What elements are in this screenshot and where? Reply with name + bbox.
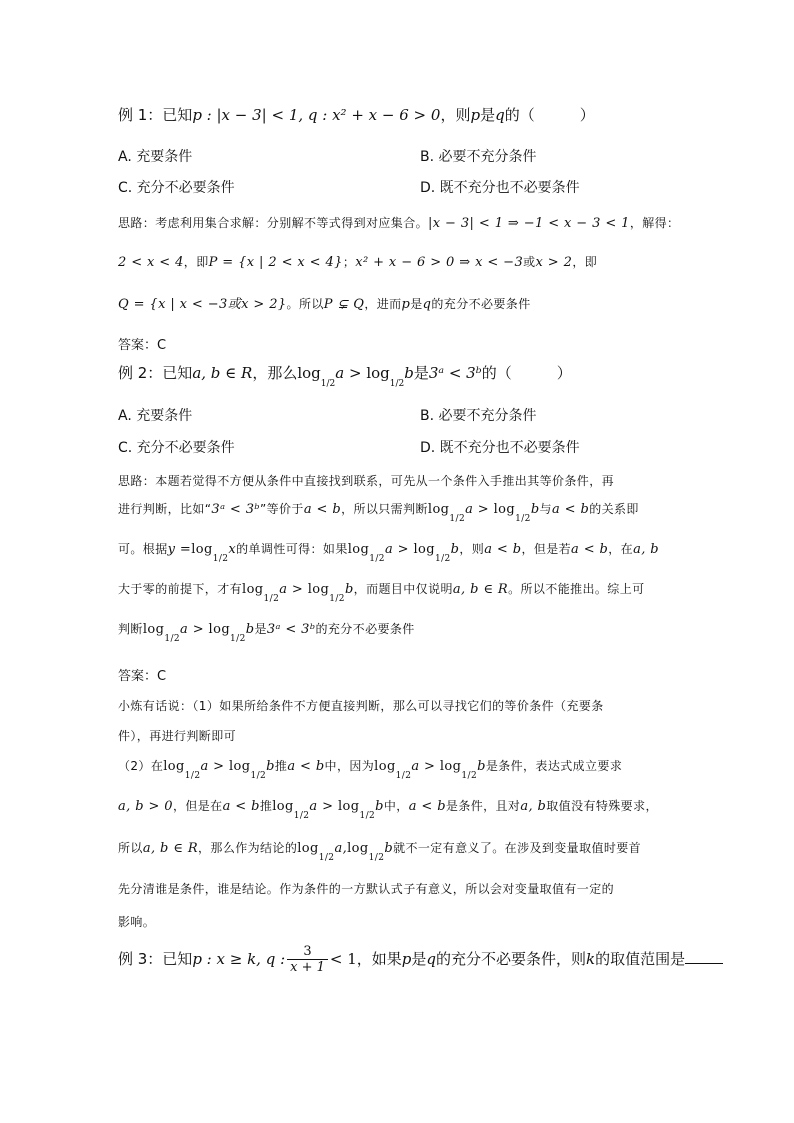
- exp-text: ，但是若: [521, 542, 572, 556]
- note-text: 取值没有特殊要求，: [546, 799, 658, 813]
- exp-text: 或: [523, 255, 536, 269]
- log-base: 1/2: [320, 379, 336, 389]
- ex1-option-a: A. 充要条件: [118, 149, 193, 165]
- ex2-math: a, b ∈ R: [192, 364, 253, 382]
- note-text: ，但是在: [172, 799, 223, 813]
- ex3-prefix: 例 3：已知: [118, 950, 193, 968]
- note-math: a, b: [520, 799, 547, 814]
- log-base: 1/2: [164, 633, 181, 644]
- exp-math: |x − 3| < 1 ⇒ −1 < x − 3 < 1: [428, 216, 630, 231]
- exp-math: 3ᵃ < 3ᵇ: [211, 502, 261, 517]
- ex1-option-c: C. 充分不必要条件: [118, 180, 235, 196]
- exp-text: 的关系即: [589, 502, 639, 516]
- exp-math: P = {x | 2 < x < 4}: [208, 255, 343, 270]
- log-base: 1/2: [449, 513, 466, 524]
- ex1-option-b: B. 必要不充分条件: [420, 149, 537, 165]
- log-base: 1/2: [389, 379, 405, 389]
- ex2-explanation-line2: 进行判断，比如“3ᵃ < 3ᵇ”等价于a < b，所以只需判断$\log_{1/2}a > \log_{1/2}b$与a < b的关系即: [118, 502, 639, 524]
- ex2-answer: 答案：C: [118, 669, 167, 684]
- exp-text: ，在: [608, 542, 634, 556]
- ex1-end: 的（ ）: [504, 106, 595, 124]
- exp-math: a, b ∈ R: [452, 582, 509, 597]
- ex3-fraction: [287, 944, 328, 975]
- note-text: 推: [274, 759, 288, 773]
- ex1-explanation-line3: [118, 293, 531, 312]
- ex3-text: 的充分不必要条件，则: [436, 950, 587, 968]
- ex2-end: 的（ ）: [481, 364, 572, 382]
- note-text: 推: [259, 799, 273, 813]
- note-line2: 件），再进行判断即可: [118, 729, 237, 743]
- log-base: 1/2: [230, 633, 246, 644]
- exp-math: a < b: [551, 502, 590, 517]
- exp-text: 可。根据: [118, 542, 168, 556]
- ex2-option-b: B. 必要不充分条件: [420, 408, 537, 424]
- note-text: 是条件，且对: [445, 799, 521, 813]
- note-text: 中，: [383, 799, 409, 813]
- exp-text: 的单调性可得：如果: [236, 542, 348, 556]
- log-base: 1/2: [318, 852, 335, 863]
- note-text: 就不一定有意义了。在涉及到变量取值时要首: [393, 841, 642, 855]
- note-text: 是条件，表达式成立要求: [485, 759, 623, 773]
- exp-math: x > 2: [535, 255, 573, 270]
- note-line4: a, b > 0，但是在a < b推$\log_{1/2}a > \log_{1/2}b$中，a < b是条件，且对a, b取值没有特殊要求，: [118, 799, 658, 821]
- exp-math: y =: [167, 542, 192, 557]
- exp-math: 2 < x < 4: [118, 255, 184, 270]
- log-base: 1/2: [515, 513, 531, 524]
- exp-math: a, b: [633, 542, 660, 557]
- ex1-is: 是: [480, 106, 496, 124]
- note-line1: 小炼有话说：（1）如果所给条件不方便直接判断，那么可以寻找它们的等价条件（充要条: [118, 699, 604, 713]
- exp-text: 。所以: [286, 297, 324, 311]
- exp-text: ，解得：: [629, 216, 680, 230]
- exp-text: ，即: [572, 255, 598, 269]
- ex1-answer: 答案：C: [118, 338, 167, 353]
- note-line3: （2）在$\log_{1/2}a > \log_{1/2}b$推a < b中，因为$\log_{1/2}a > \log_{1/2}b$是条件，表达式成立要求: [118, 759, 623, 781]
- exp-math: 3ᵃ < 3ᵇ: [266, 622, 316, 637]
- ex2-option-d: D. 既不充分也不必要条件: [420, 440, 580, 456]
- ex2-explanation-line3: 可。根据$y =\log_{1/2}x$的单调性可得：如果$\log_{1/2}a > \log_{1/2}b$，则a < b，但是若a < b，在a, b: [118, 542, 660, 564]
- exp-math: x² + x − 6 > 0 ⇒ x < −3: [355, 255, 524, 270]
- note-math: a < b: [222, 799, 260, 814]
- log-base: 1/2: [263, 593, 280, 604]
- ex2-math: 3ᵃ < 3ᵇ: [428, 364, 482, 382]
- exp-math: q: [422, 297, 432, 312]
- ex3-p: p: [401, 950, 412, 968]
- exp-text: ，进而: [364, 297, 402, 311]
- exp-math: p: [401, 297, 411, 312]
- ex1-option-d: D. 既不充分也不必要条件: [420, 180, 580, 196]
- note-math: a < b: [408, 799, 446, 814]
- exp-text: 。所以不能推出。综上可: [508, 582, 645, 596]
- ex2-stem: 例 2：已知a, b ∈ R，那么$\log_{1/2}a > \log_{1/2}b$是3ᵃ < 3ᵇ的（ ）: [118, 364, 572, 389]
- fraction-numerator: 3: [287, 944, 328, 960]
- ex1-prefix: 例 1：已知: [118, 106, 193, 124]
- ex1-explanation-line2: [118, 253, 597, 270]
- note-text: 中，因为: [324, 759, 375, 773]
- ex1-mid: ，则: [440, 106, 471, 124]
- log-base: 1/2: [359, 810, 376, 821]
- exp-text: 的充分不必要条件: [315, 622, 415, 636]
- note-text: （2）在: [118, 759, 164, 773]
- exp-text: 的充分不必要条件: [431, 297, 531, 311]
- exp-text: ；: [342, 255, 356, 269]
- log-expr: $\log_{1/2}$: [366, 364, 405, 389]
- log-base: 1/2: [212, 553, 229, 564]
- ex2-prefix: 例 2：已知: [118, 364, 193, 382]
- ex2-option-c: C. 充分不必要条件: [118, 440, 235, 456]
- note-math: a < b: [287, 759, 325, 774]
- log-base: 1/2: [368, 852, 385, 863]
- note-math: a, b > 0: [118, 799, 173, 814]
- log-base: 1/2: [293, 810, 310, 821]
- note-text: 所以: [118, 841, 143, 855]
- log-base: 1/2: [329, 593, 345, 604]
- log-base: 1/2: [184, 770, 201, 781]
- ex3-math: < 1: [329, 950, 357, 968]
- ex3-text: 是: [411, 950, 427, 968]
- exp-math: a < b: [303, 502, 342, 517]
- ex1-explanation-line1: [118, 214, 679, 231]
- exp-math: a < b: [571, 542, 609, 557]
- exp-math: P ⊊ Q: [323, 297, 365, 312]
- exp-math: Q = {x | x < −3或x > 2}: [118, 297, 287, 312]
- note-line5: 所以a, b ∈ R，那么作为结论的$\log_{1/2}a,\log_{1/2}b$就不一定有意义了。在涉及到变量取值时要首: [118, 841, 642, 863]
- exp-text: 是: [410, 297, 423, 311]
- log-base: 1/2: [461, 770, 478, 781]
- ex1-stem: [118, 104, 595, 125]
- exp-text: 大于零的前提下，才有: [118, 582, 243, 596]
- note-math: a, b ∈ R: [142, 841, 199, 856]
- ex3-q: q: [426, 950, 437, 968]
- ex2-explanation-line4: 大于零的前提下，才有$\log_{1/2}a > \log_{1/2}b$，而题目中仅说明a, b ∈ R。所以不能推出。综上可: [118, 582, 645, 604]
- log-base: 1/2: [395, 770, 412, 781]
- exp-text: ，即: [183, 255, 209, 269]
- fraction-denominator: x + 1: [290, 960, 325, 975]
- exp-text: ，则: [459, 542, 485, 556]
- ex3-text: ，如果: [356, 950, 402, 968]
- ex1-q: q: [495, 106, 505, 124]
- ex3-stem: [118, 944, 723, 975]
- exp-text: 是: [254, 622, 267, 636]
- log-base: 1/2: [434, 553, 451, 564]
- ex3-k: k: [586, 950, 596, 968]
- exp-text: ，而题目中仅说明: [353, 582, 453, 596]
- answer-blank[interactable]: [685, 949, 723, 964]
- exp-text: 与: [539, 502, 552, 516]
- ex2-option-a: A. 充要条件: [118, 408, 193, 424]
- exp-text: ，所以只需判断: [341, 502, 428, 516]
- log-base: 1/2: [369, 553, 385, 564]
- exp-text: 判断: [118, 622, 143, 636]
- ex3-math: p : x ≥ k, q :: [192, 950, 286, 968]
- log-base: 1/2: [250, 770, 267, 781]
- ex3-text: 的取值范围是: [595, 950, 686, 968]
- note-text: ，那么作为结论的: [198, 841, 298, 855]
- ex2-explanation-line5: 判断$\log_{1/2}a > \log_{1/2}b$是3ᵃ < 3ᵇ的充分不必要条件: [118, 622, 415, 644]
- log-expr: $\log_{1/2}$: [297, 364, 336, 389]
- exp-text: ”等价于: [260, 502, 304, 516]
- ex2-explanation-line1: 思路：本题若觉得不方便从条件中直接找到联系，可先从一个条件入手推出其等价条件，再: [118, 474, 615, 488]
- note-line6: 先分清谁是条件，谁是结论。作为条件的一方默认式子有意义，所以会对变量取值有一定的: [118, 882, 615, 896]
- exp-math: a < b: [484, 542, 522, 557]
- ex1-p: p: [470, 106, 481, 124]
- note-line7: 影响。: [118, 915, 156, 929]
- ex2-text: 是: [413, 364, 429, 382]
- ex2-text: ，那么: [252, 364, 298, 382]
- exp-text: 思路：考虑利用集合求解：分别解不等式得到对应集合。: [118, 216, 429, 230]
- ex1-math: p : |x − 3| < 1, q : x² + x − 6 > 0: [192, 106, 441, 124]
- exp-text: 进行判断，比如“: [118, 502, 212, 516]
